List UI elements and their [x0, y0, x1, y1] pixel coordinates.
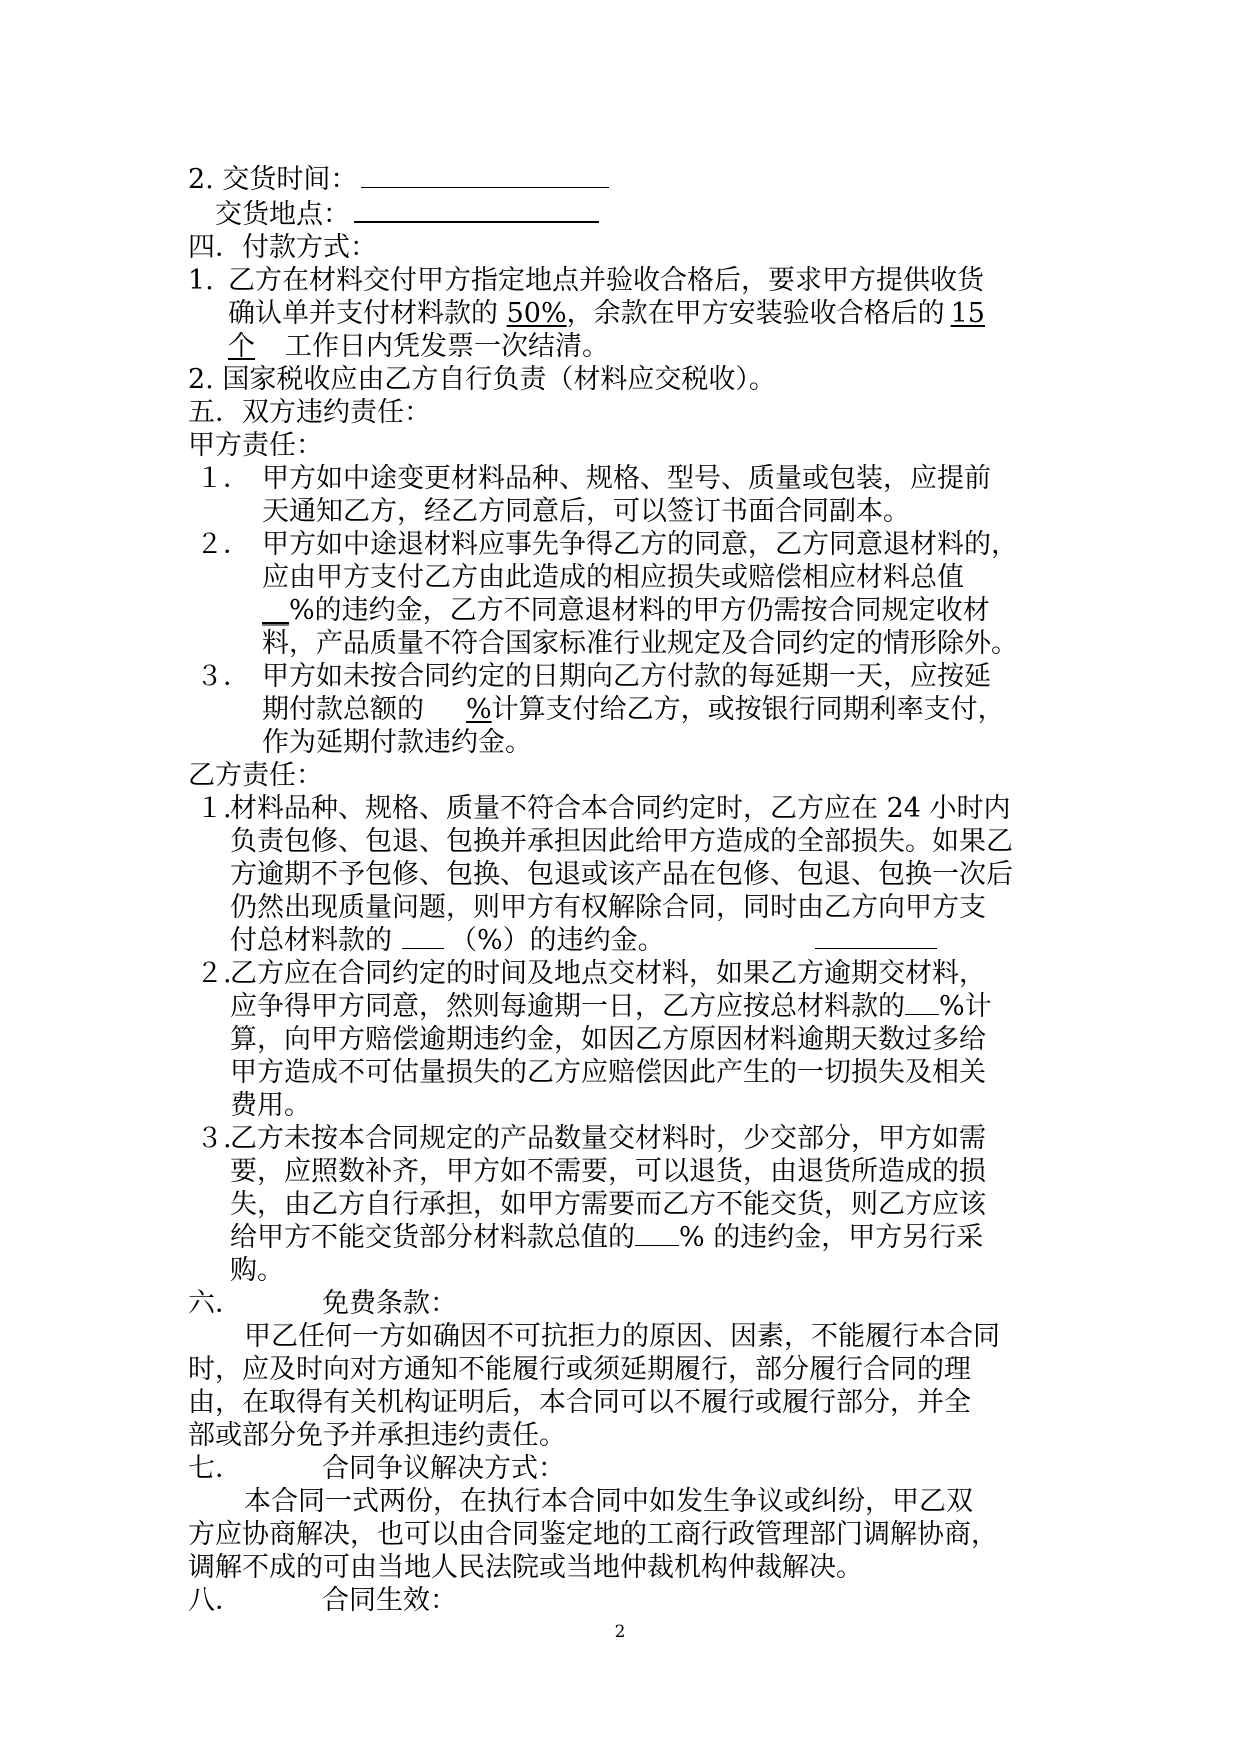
a1-line1: 甲方如中途变更材料品种、规格、型号、质量或包装，应提前 — [262, 463, 991, 494]
b3-line1: 乙方未按本合同规定的产品数量交材料时，少交部分，甲方如需 — [230, 1123, 986, 1154]
a3-percent-blank: % — [466, 694, 492, 725]
b1-line5-text: 付总材料款的 — [230, 925, 392, 956]
payment-percent: 50% — [506, 298, 567, 329]
a2-line1: 甲方如中途退材料应事先争得乙方的同意，乙方同意退材料的， — [262, 529, 1018, 560]
a3-number: ３． — [196, 661, 250, 692]
dispute-number: 七． — [188, 1453, 242, 1484]
exemption-line4: 部或部分免予并承担违约责任。 — [188, 1420, 566, 1451]
b3-line5: 购。 — [230, 1255, 284, 1286]
b1-trailing-blank — [815, 924, 937, 949]
party-b-title: 乙方责任： — [188, 760, 323, 791]
b2-line3: 算，向甲方赔偿逾期违约金，如因乙方原因材料逾期天数过多给 — [230, 1024, 986, 1055]
a3-line2-text: 计算支付给乙方，或按银行同期利率支付， — [491, 694, 1005, 725]
b3-line4 — [230, 1221, 983, 1254]
b3-line4-text: 给甲方不能交货部分材料款总值的 — [230, 1222, 635, 1253]
b2-number: ２. — [196, 958, 232, 989]
a3-line2-text: 期付款总额的 — [262, 694, 424, 725]
delivery-time-blank — [361, 163, 609, 188]
a2-blank: __ — [262, 595, 289, 626]
exemption-title: 免费条款： — [322, 1288, 457, 1319]
b1-line5-text: （%）的违约金。 — [450, 925, 665, 956]
delivery-time-line — [188, 163, 609, 196]
exemption-number: 六． — [188, 1288, 242, 1319]
b3-line4-text: % 的违约金，甲方另行采 — [679, 1222, 984, 1253]
exemption-line1: 甲乙任何一方如确因不可抗拒力的原因、因素，不能履行本合同 — [244, 1321, 1000, 1352]
exemption-line2: 时，应及时向对方通知不能履行或须延期履行，部分履行合同的理 — [188, 1354, 971, 1385]
dispute-line2: 方应协商解决，也可以由合同鉴定地的工商行政管理部门调解协商， — [188, 1519, 998, 1550]
effect-number: 八． — [188, 1585, 242, 1616]
a1-line2: 天通知乙方，经乙方同意后，可以签订书面合同副本。 — [262, 496, 910, 527]
payment-days-value: 15 — [950, 298, 985, 329]
a3-line1: 甲方如未按合同约定的日期向乙方付款的每延期一天，应按延 — [262, 661, 991, 692]
b2-blank — [905, 990, 939, 1015]
a2-line3-text: %的违约金，乙方不同意退材料的甲方仍需按合同规定收材 — [289, 595, 990, 626]
b2-line5: 费用。 — [230, 1090, 311, 1121]
payment-item1-line2 — [228, 297, 985, 330]
b3-line2: 要，应照数补齐，甲方如不需要，可以退货，由退货所造成的损 — [230, 1156, 986, 1187]
payment-heading: 四．付款方式： — [188, 232, 377, 263]
b2-line4: 甲方造成不可估量损失的乙方应赔偿因此产生的一切损失及相关 — [230, 1057, 986, 1088]
b3-number: ３. — [196, 1123, 232, 1154]
payment-days-unit: 个 — [228, 331, 255, 362]
delivery-place-label: 交货地点： — [215, 199, 350, 230]
payment-item2: 2. 国家税收应由乙方自行负责（材料应交税收）。 — [188, 364, 776, 395]
b3-blank — [635, 1221, 679, 1246]
b2-line1: 乙方应在合同约定的时间及地点交材料，如果乙方逾期交材料， — [230, 958, 986, 989]
b2-line2-text: 应争得甲方同意，然则每逾期一日，乙方应按总材料款的 — [230, 991, 905, 1022]
delivery-time-label: 2. 交货时间： — [188, 164, 358, 195]
a3-line2 — [262, 693, 1005, 726]
a2-line3 — [262, 594, 990, 627]
payment-item1-line1: 乙方在材料交付甲方指定地点并验收合格后，要求甲方提供收货 — [228, 265, 984, 296]
b1-line3: 方逾期不予包修、包换、包退或该产品在包修、包退、包换一次后 — [230, 859, 1013, 890]
payment-item1-text: 确认单并支付材料款的 — [228, 298, 498, 329]
b1-line5 — [230, 924, 937, 957]
dispute-line3: 调解不成的可由当地人民法院或当地仲裁机构仲裁解决。 — [188, 1552, 863, 1583]
effect-title: 合同生效： — [322, 1585, 457, 1616]
exemption-line3: 由，在取得有关机构证明后，本合同可以不履行或履行部分，并全 — [188, 1387, 971, 1418]
a2-line4: 料，产品质量不符合国家标准行业规定及合同约定的情形除外。 — [262, 628, 1018, 659]
liability-heading: 五．双方违约责任： — [188, 397, 431, 428]
b1-line1: 材料品种、规格、质量不符合本合同约定时，乙方应在 24 小时内 — [230, 793, 1011, 824]
a1-number: １． — [196, 463, 250, 494]
payment-item1-number: 1. — [188, 265, 214, 296]
payment-item1-text: 工作日内凭发票一次结清。 — [285, 331, 609, 362]
b1-line2: 负责包修、包退、包换并承担因此给甲方造成的全部损失。如果乙 — [230, 826, 1013, 857]
dispute-title: 合同争议解决方式： — [322, 1453, 565, 1484]
payment-item1-text: ，余款在甲方安装验收合格后的 — [566, 298, 945, 329]
a2-line2: 应由甲方支付乙方由此造成的相应损失或赔偿相应材料总值 — [262, 562, 964, 593]
delivery-place-line — [215, 197, 599, 230]
page-number: 2 — [614, 1622, 626, 1642]
b1-line4: 仍然出现质量问题，则甲方有权解除合同，同时由乙方向甲方支 — [230, 892, 986, 923]
party-a-title: 甲方责任： — [188, 430, 323, 461]
dispute-line1: 本合同一式两份，在执行本合同中如发生争议或纠纷，甲乙双 — [244, 1486, 973, 1517]
b1-blank — [402, 924, 444, 949]
b3-line3: 失，由乙方自行承担，如甲方需要而乙方不能交货，则乙方应该 — [230, 1189, 986, 1220]
b1-number: １. — [196, 793, 232, 824]
delivery-place-blank — [354, 197, 599, 223]
b2-line2 — [230, 990, 992, 1023]
a2-number: ２． — [196, 529, 250, 560]
a3-line3: 作为延期付款违约金。 — [262, 727, 532, 758]
payment-item1-line3 — [228, 330, 609, 363]
b2-line2-text: %计 — [939, 991, 992, 1022]
